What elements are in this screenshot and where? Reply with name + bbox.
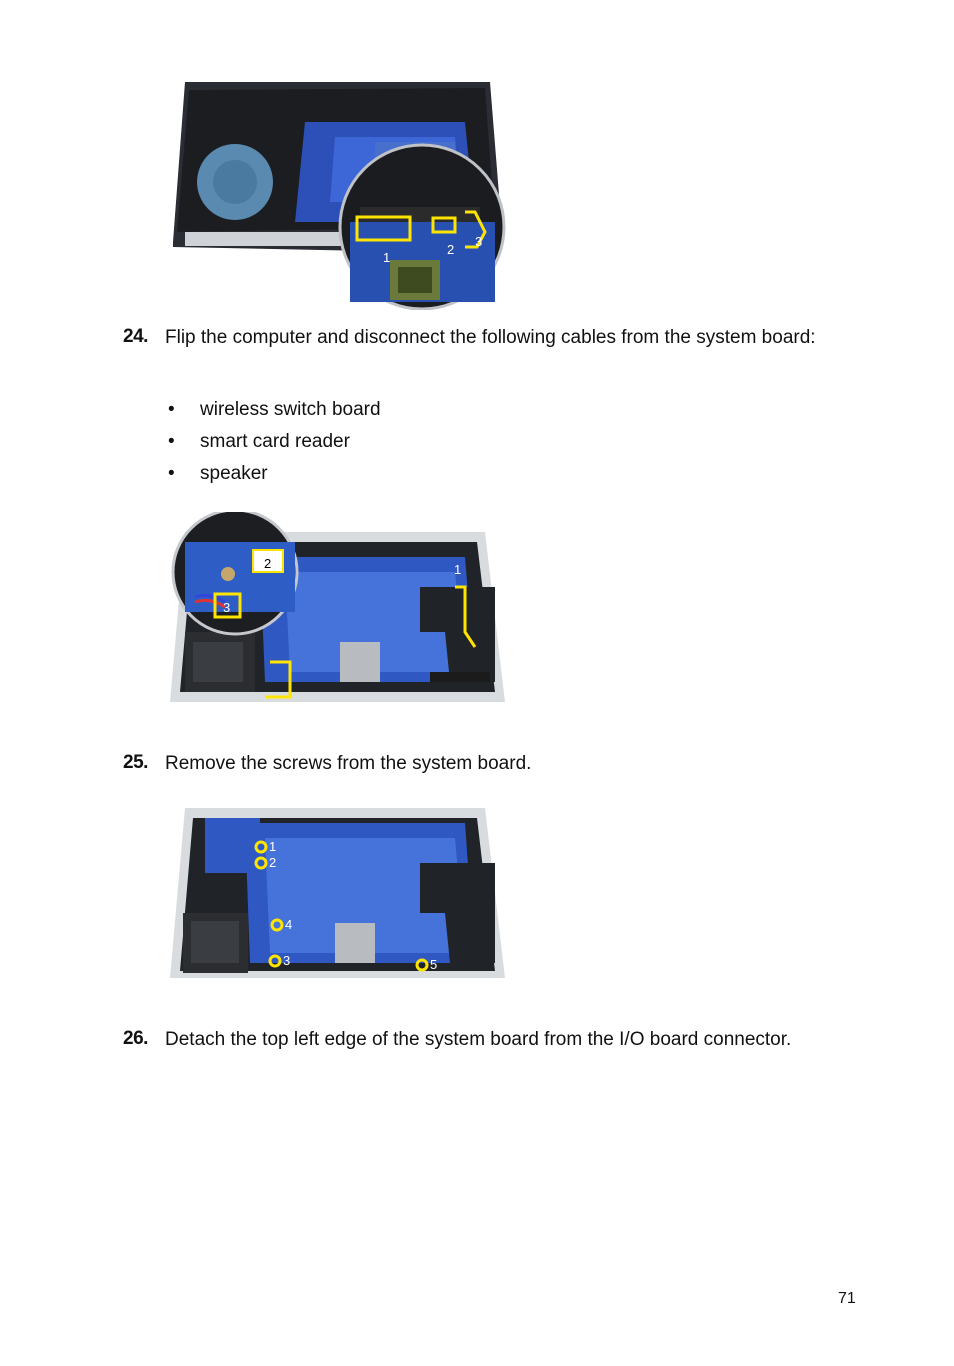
fig2-callout-1: 1 — [454, 562, 462, 577]
bullet-text: smart card reader — [200, 431, 350, 452]
page-number: 71 — [838, 1290, 856, 1307]
step-26-text: Detach the top left edge of the system board from the I/O board connector. — [165, 1029, 792, 1050]
step-24-text: Flip the computer and disconnect the following cables from the system board: — [165, 327, 816, 348]
bullet-dot: • — [168, 463, 175, 484]
bullet-text: wireless switch board — [200, 399, 381, 420]
fig3-callout-5: 5 — [430, 957, 438, 972]
fig3-callout-2: 2 — [269, 855, 277, 870]
bullet-text: speaker — [200, 463, 268, 484]
fig3-callout-4: 4 — [285, 917, 293, 932]
bullet-dot: • — [168, 431, 175, 452]
step-26-number: 26. — [123, 1028, 148, 1049]
fig3-callout-1: 1 — [269, 839, 277, 854]
fig1-callout-1: 1 — [383, 250, 391, 265]
figure-cable-connectors-top — [165, 82, 510, 310]
fig1-callout-3: 3 — [475, 234, 483, 249]
fig2-callout-2: 2 — [264, 556, 272, 571]
fig3-callout-3: 3 — [283, 953, 291, 968]
bullet-dot: • — [168, 399, 175, 420]
step-25-number: 25. — [123, 752, 148, 773]
fig1-callout-2: 2 — [447, 242, 455, 257]
fig2-callout-3: 3 — [223, 600, 231, 615]
figure-system-board-screws — [165, 803, 510, 988]
figure-cable-connectors-bottom — [165, 512, 515, 712]
step-24-number: 24. — [123, 326, 148, 347]
step-25-text: Remove the screws from the system board. — [165, 753, 532, 774]
